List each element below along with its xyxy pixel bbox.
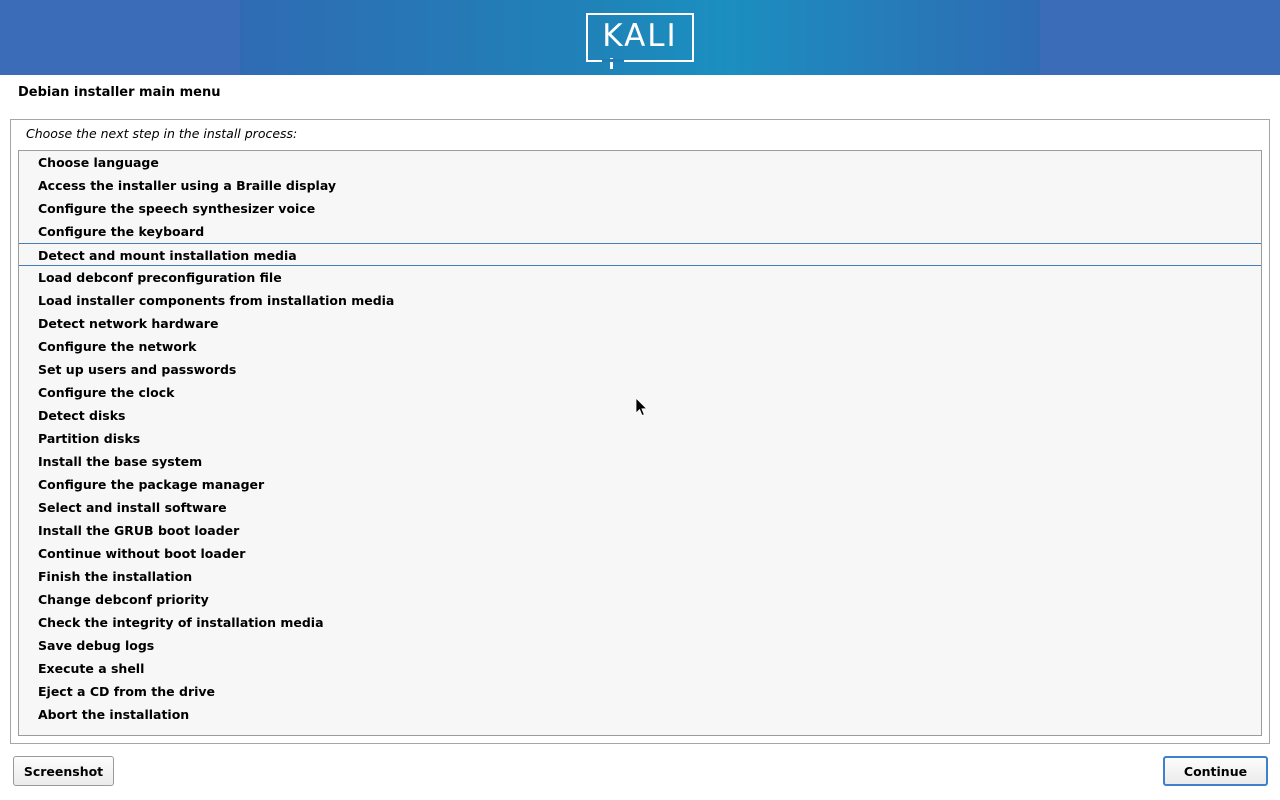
list-item-label: Access the installer using a Braille display [38,178,337,193]
list-item[interactable] [19,496,1261,519]
list-item[interactable] [19,703,1261,726]
list-item-label: Change debconf priority [38,592,209,607]
list-item[interactable] [19,335,1261,358]
list-item[interactable] [19,473,1261,496]
list-item-label: Abort the installation [38,707,190,722]
list-item-label: Check the integrity of installation media [38,615,324,630]
list-item-label: Execute a shell [38,661,145,676]
list-item-label: Partition disks [38,431,141,446]
list-item-label: Continue without boot loader [38,546,246,561]
kali-logo-box [586,13,693,62]
kali-logo [0,0,1280,75]
list-item-label: Configure the clock [38,385,175,400]
list-item-label: Configure the network [38,339,197,354]
list-item[interactable] [19,519,1261,542]
list-item[interactable] [19,634,1261,657]
list-item-label: Eject a CD from the drive [38,684,216,699]
list-item-label: Finish the installation [38,569,193,584]
page-title: Debian installer main menu [0,75,1280,106]
kali-logo-text: KALI [602,18,678,54]
list-item-label: Set up users and passwords [38,362,237,377]
list-item[interactable] [19,450,1261,473]
list-item-label: Detect and mount installation media [38,248,297,263]
list-item[interactable] [19,565,1261,588]
list-item[interactable] [19,358,1261,381]
list-item[interactable] [19,151,1261,174]
list-item[interactable] [19,174,1261,197]
prompt-label: Choose the next step in the install process: [26,126,298,141]
list-item[interactable] [19,588,1261,611]
list-item-label: Choose language [38,155,159,170]
list-item[interactable] [19,427,1261,450]
list-item[interactable] [19,657,1261,680]
main-panel [10,119,1270,744]
list-item[interactable] [19,312,1261,335]
list-item[interactable] [19,289,1261,312]
list-item-label: Detect disks [38,408,126,423]
list-item-label: Load debconf preconfiguration file [38,270,282,285]
list-item[interactable] [19,220,1261,243]
kali-logo-notch [602,59,624,62]
list-item-label: Save debug logs [38,638,155,653]
list-item-label: Load installer components from installation media [38,293,395,308]
list-item[interactable] [19,680,1261,703]
list-item-label: Configure the keyboard [38,224,205,239]
list-item[interactable] [19,266,1261,289]
list-item[interactable] [19,381,1261,404]
list-item-label: Install the GRUB boot loader [38,523,240,538]
list-item-label: Select and install software [38,500,227,515]
list-item[interactable] [19,197,1261,220]
install-step-list[interactable] [18,150,1262,736]
continue-button[interactable]: Continue [1163,756,1268,786]
list-item[interactable] [19,542,1261,565]
list-item-label: Install the base system [38,454,203,469]
list-item-label: Configure the package manager [38,477,265,492]
list-item[interactable] [19,243,1261,266]
list-item-label: Configure the speech synthesizer voice [38,201,316,216]
screenshot-button[interactable]: Screenshot [13,756,114,786]
list-item-label: Detect network hardware [38,316,219,331]
list-item[interactable] [19,404,1261,427]
kali-banner [0,0,1280,75]
list-item[interactable] [19,611,1261,634]
